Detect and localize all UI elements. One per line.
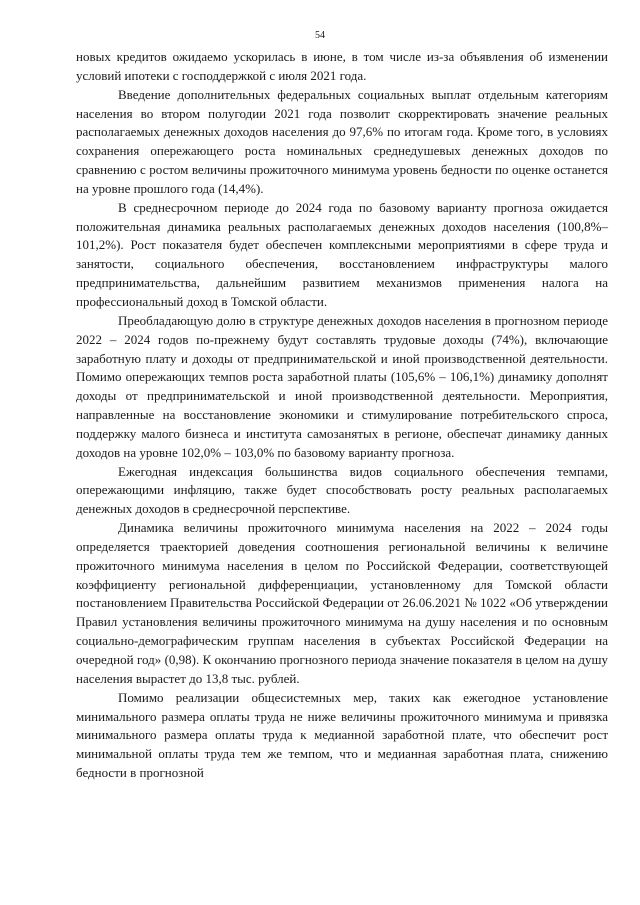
- paragraph-continuation: новых кредитов ожидаемо ускорилась в июне, в том числе из-за объявления об изменении условий ипотеки с господдержкой с июля 2021 года.: [76, 49, 608, 83]
- paragraph-indexation: Ежегодная индексация большинства видов социального обеспечения темпами, опережающими инфляцию, также будет способствовать росту реальных располагаемых денежных доходов в среднесрочной перспективе.: [76, 463, 608, 517]
- paragraph-systemic-measures: Помимо реализации общесистемных мер, таких как ежегодное установление минимального размера оплаты труда не ниже величины прожиточного минимума и привязка минимального размера оплаты труда к медианной заработной плате, что обеспечит рост минимальной оплаты труда тем же темпом, что и медианная заработная плата, снижению бедности в прогнозной: [76, 689, 608, 781]
- paragraph-medium-term-forecast: В среднесрочном периоде до 2024 года по базовому варианту прогноза ожидается положительная динамика реальных располагаемых денежных доходов населения (100,8%–101,2%). Рост показателя будет обеспечен комплексными мероприятиями в сфере труда и занятости, социального обеспечения, восстановлением инфраструктуры малого предпринимательства, дальнейшим развитием механизмов применения налога на профессиональный доход в Томской области.: [76, 199, 608, 309]
- page-body: [76, 48, 608, 783]
- paragraph-social-payments: Введение дополнительных федеральных социальных выплат отдельным категориям населения во втором полугодии 2021 года позволит скорректировать значение реальных располагаемых денежных доходов населения до 97,6% по итогам года. Кроме того, в условиях сохранения опережающего роста номинальных среднедушевых денежных доходов по сравнению с ростом величины прожиточного минимума уровень бедности по оценке останется на уровне прошлого года (14,4%).: [76, 86, 608, 196]
- page-number: 54: [315, 30, 325, 41]
- paragraph-labor-income: Преобладающую долю в структуре денежных доходов населения в прогнозном периоде 2022 – 2024 годов по-прежнему будут составлять трудовые доходы (74%), включающие заработную плату и доходы от предпринимательской и иной производственной деятельности. Помимо опережающих темпов роста заработной платы (105,6% – 106,1%) динамику дополнят доходы от предпринимательской и иной производственной деятельности. Мероприятия, направленные на восстановление экономики и стимулирование потребительского спроса, поддержку малого бизнеса и института самозанятых в регионе, обеспечат динамику данных доходов на уровне 102,0% – 103,0% по базовому варианту прогноза.: [76, 312, 608, 460]
- paragraph-subsistence-minimum: Динамика величины прожиточного минимума населения на 2022 – 2024 годы определяется траекторией доведения соотношения региональной величины к величине прожиточного минимума населения в целом по Российской Федерации, соответствующей коэффициенту региональной дифференциации, установленному для Томской области постановлением Правительства Российской Федерации от 26.06.2021 № 1022 «Об утверждении Правил установления величины прожиточного минимума на душу населения и по основным социально-демографическим группам населения в субъектах Российской Федерации на очередной год» (0,98). К окончанию прогнозного периода значение показателя в целом на душу населения вырастет до 13,8 тыс. рублей.: [76, 520, 608, 686]
